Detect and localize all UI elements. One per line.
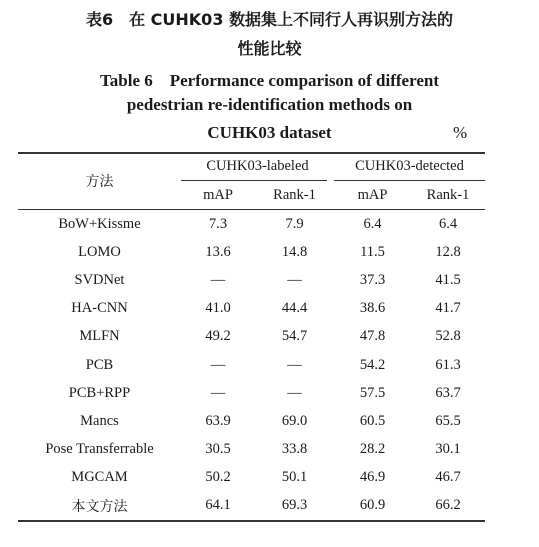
metric-value: 30.5: [205, 441, 231, 458]
metric-value: 61.3: [435, 356, 461, 373]
metric-value: 54.2: [359, 356, 386, 373]
column-header-detected-rank1: Rank-1: [426, 187, 470, 203]
column-header-labeled-map: mAP: [203, 187, 233, 203]
metric-value: 66.2: [435, 497, 461, 514]
metric-value: 69.0: [281, 412, 308, 429]
metric-value: 30.1: [435, 441, 461, 458]
table-row: [18, 492, 485, 520]
metric-value: 12.8: [435, 243, 461, 260]
group-header-labeled: CUHK03-labeled: [206, 158, 309, 174]
unit-label: %: [453, 123, 468, 142]
group-underline-detected: [334, 180, 485, 181]
metric-value: 41.0: [205, 300, 231, 317]
metric-value: 6.4: [363, 215, 382, 232]
metric-value: 13.6: [205, 243, 231, 260]
metric-value: —: [287, 356, 302, 373]
metric-value: 46.9: [359, 469, 386, 486]
metric-value: 60.9: [359, 497, 386, 514]
caption-cn-line1: 表6 在 CUHK03 数据集上不同行人再识别方法的: [85, 10, 454, 29]
table-row: [18, 295, 485, 323]
table-bottom-rule: [18, 520, 485, 522]
group-header-detected: CUHK03-detected: [355, 158, 464, 174]
method-name: MLFN: [79, 328, 120, 345]
table-row: [18, 238, 485, 266]
metric-value: —: [210, 356, 226, 373]
metric-value: 54.7: [281, 328, 308, 345]
caption-en-line2: pedestrian re-identification methods on: [126, 95, 413, 114]
metric-value: 44.4: [281, 300, 308, 317]
metric-value: 50.2: [205, 469, 231, 486]
table-top-rule: [18, 152, 485, 154]
metric-value: 37.3: [359, 271, 386, 288]
column-header-detected-map: mAP: [357, 187, 388, 203]
metric-value: 46.7: [435, 469, 461, 486]
metric-value: 47.8: [359, 328, 386, 345]
method-name: PCB: [85, 356, 114, 373]
metric-value: 52.8: [435, 328, 461, 345]
table-row: [18, 436, 485, 464]
table-row: [18, 351, 485, 379]
metric-value: —: [210, 384, 226, 401]
metric-value: 63.9: [205, 412, 231, 429]
metric-value: 65.5: [435, 412, 461, 429]
method-column-header: 方法: [85, 174, 114, 190]
metric-value: 50.1: [281, 469, 308, 486]
results-table: [18, 210, 485, 520]
method-name: Pose Transferrable: [45, 441, 154, 458]
group-underline-labeled: [181, 180, 327, 181]
metric-value: 14.8: [281, 243, 308, 260]
method-name: PCB+RPP: [68, 384, 131, 401]
metric-value: 7.3: [208, 215, 228, 232]
metric-value: —: [287, 271, 302, 288]
method-name: BoW+Kissme: [58, 215, 141, 232]
metric-value: 63.7: [435, 384, 461, 401]
method-name: SVDNet: [74, 271, 125, 288]
metric-value: 57.5: [359, 384, 386, 401]
table-row: [18, 323, 485, 351]
method-name: MGCAM: [71, 469, 128, 486]
metric-value: 6.4: [438, 215, 458, 232]
metric-value: 11.5: [360, 243, 385, 260]
metric-value: 60.5: [359, 412, 386, 429]
method-name: HA-CNN: [71, 300, 128, 317]
column-header-labeled-rank1: Rank-1: [273, 187, 316, 203]
table-row: [18, 407, 485, 435]
caption-en-line3: CUHK03 dataset: [207, 123, 332, 142]
table-row: [18, 464, 485, 492]
table-row: [18, 379, 485, 407]
method-name: Mancs: [80, 412, 119, 429]
table-row: [18, 266, 485, 294]
metric-value: 41.5: [435, 271, 461, 288]
caption-cn-line2: 性能比较: [237, 39, 302, 58]
metric-value: 33.8: [281, 441, 308, 458]
method-name: 本文方法: [71, 498, 128, 515]
metric-value: —: [287, 384, 302, 401]
metric-value: 41.7: [435, 300, 461, 317]
method-name: LOMO: [78, 243, 121, 260]
metric-value: 7.9: [285, 215, 304, 232]
metric-value: —: [210, 271, 226, 288]
metric-value: 38.6: [359, 300, 386, 317]
table-row: [18, 210, 485, 238]
metric-value: 69.3: [281, 497, 308, 514]
metric-value: 49.2: [205, 328, 231, 345]
metric-value: 64.1: [205, 497, 231, 514]
caption-en-line1: Table 6 Performance comparison of different: [100, 71, 439, 90]
metric-value: 28.2: [359, 441, 386, 458]
